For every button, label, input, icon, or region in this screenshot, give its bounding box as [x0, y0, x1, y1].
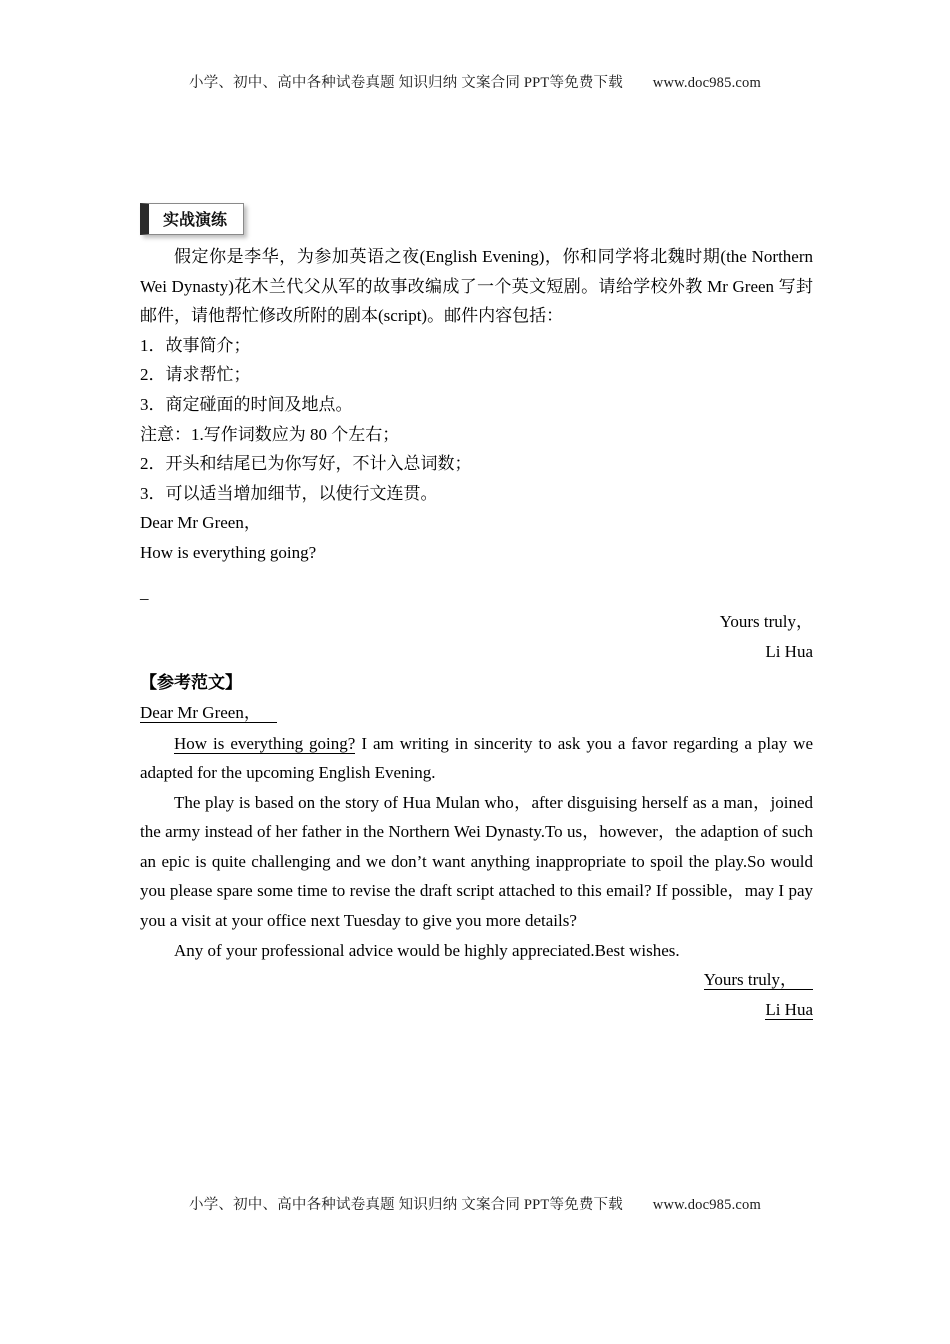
- prompt-opening: How is everything going?: [140, 542, 317, 562]
- blank-answer-line: _: [140, 582, 149, 602]
- footer-url-link[interactable]: www.doc985.com: [652, 1197, 761, 1213]
- prompt-notes-lead: 注意：1.写作词数应为 80 个左右；: [140, 424, 400, 444]
- sample-paragraph-1-rest: I am writing in sincerity to ask you a favor regarding a play we adapted for the upcoming English Evening.: [140, 733, 814, 783]
- prompt-note-2: 2．开头和结尾已为你写好，不计入总词数；: [140, 454, 472, 474]
- sample-heading: 【参考范文】: [140, 673, 242, 693]
- header-url-link[interactable]: www.doc985.com: [652, 75, 761, 91]
- prompt-intro: 假定你是李华，为参加英语之夜(English Evening)，你和同学将北魏时期(the Northern Wei Dynasty)花木兰代父从军的故事改编成了一个英文短剧。请给学校外教 Mr Green 写封邮件，请他帮忙修改所附的剧本(script)。邮件内容包括：: [140, 247, 813, 326]
- prompt-note-3: 3．可以适当增加细节，以使行文连贯。: [140, 483, 438, 503]
- prompt-item-2: 2．请求帮忙；: [140, 365, 251, 385]
- sample-closing-text: Yours truly，: [704, 970, 813, 990]
- footer-promo-text: 小学、初中、高中各种试卷真题 知识归纳 文案合同 PPT等免费下载: [189, 1197, 623, 1213]
- sample-closing: [140, 965, 813, 995]
- sample-salutation: [140, 698, 813, 728]
- page-footer: [0, 1193, 950, 1214]
- prompt-item-1: 1．故事简介；: [140, 335, 251, 355]
- sample-signature: [140, 995, 813, 1025]
- prompt-closing: Yours truly，: [719, 612, 813, 632]
- page-header: [0, 71, 950, 92]
- sample-paragraph-2: The play is based on the story of Hua Mulan who，after disguising herself as a man，joined the army instead of her father in the Northern Wei Dynasty.To us，however，the adaption of such an epic is quite challenging and we don’t want anything inappropriate to spoil the play.So would you please spare some time to revise the draft script attached to this email? If possible，may I pay you a visit at your office next Tuesday to give you more details?: [140, 792, 813, 931]
- section-badge-label: 实战演练: [163, 212, 228, 229]
- sample-paragraph-1: [140, 729, 813, 788]
- sample-signature-text: Li Hua: [765, 999, 813, 1019]
- header-promo-text: 小学、初中、高中各种试卷真题 知识归纳 文案合同 PPT等免费下载: [189, 75, 623, 91]
- document-body: [140, 242, 813, 1024]
- prompt-item-3: 3．商定碰面的时间及地点。: [140, 394, 353, 414]
- section-badge: [140, 203, 244, 235]
- sample-salutation-text: Dear Mr Green，: [140, 703, 277, 723]
- prompt-signature: Li Hua: [765, 641, 813, 661]
- prompt-salutation: Dear Mr Green，: [140, 513, 261, 533]
- sample-paragraph-3: Any of your professional advice would be highly appreciated.Best wishes.: [174, 940, 680, 960]
- sample-opening-underlined: How is everything going?: [174, 733, 356, 753]
